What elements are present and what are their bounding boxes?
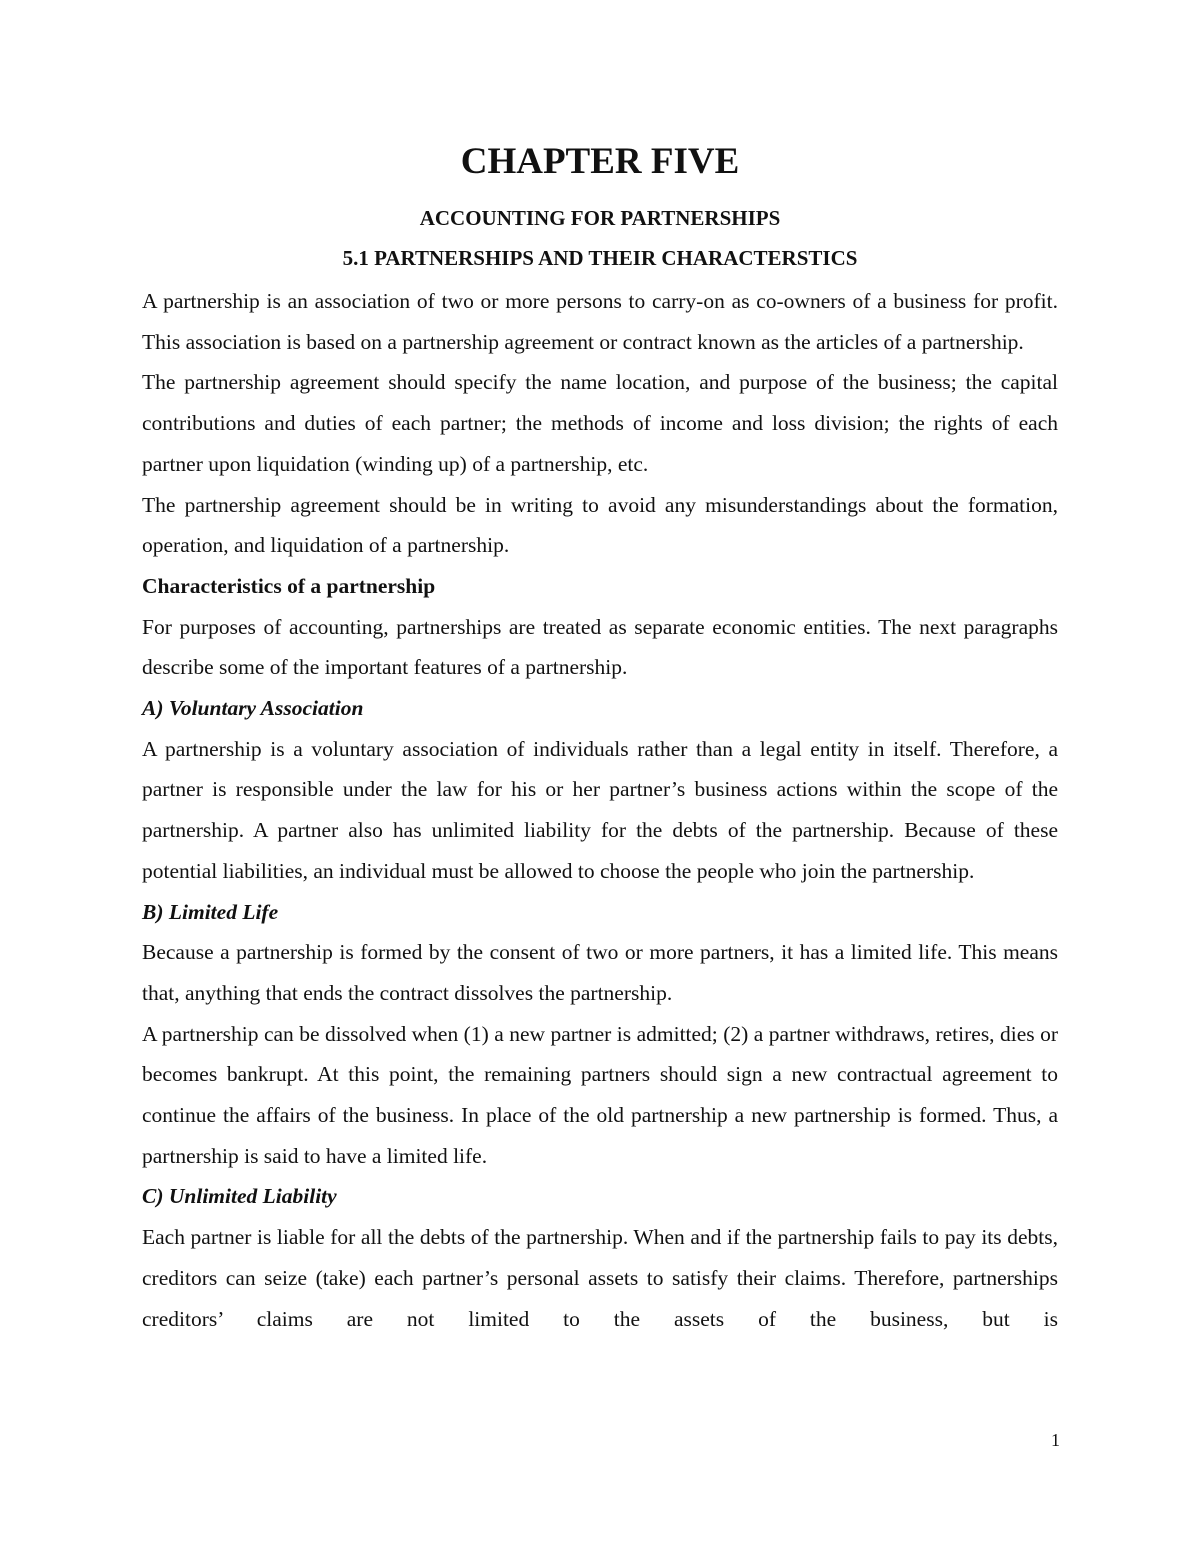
chapter-title: CHAPTER FIVE bbox=[460, 141, 740, 182]
paragraph-limited-life: Because a partnership is formed by the consent of two or more partners, it has a limited life. This means that, anything that ends the contract dissolves the partnership. bbox=[142, 940, 1058, 1005]
paragraph-agreement-writing: The partnership agreement should be in writing to avoid any misunderstandings about the formation, operation, and liquidation of a partnership. bbox=[142, 492, 1058, 558]
paragraph-dissolution: A partnership can be dissolved when (1) a new partner is admitted; (2) a partner withdraws, retires, dies or becomes bankrupt. At this point, the remaining partners should sign a new contractual agreement to continue the affairs of the business. In place of the old partnership a new partnership is formed. Thus, a partnership is said to have a limited life. bbox=[142, 1021, 1058, 1168]
chapter-subtitle: ACCOUNTING FOR PARTNERSHIPS bbox=[419, 206, 781, 230]
heading-voluntary-association: A) Voluntary Association bbox=[142, 696, 364, 721]
page-number: 1 bbox=[1051, 1430, 1060, 1450]
heading-characteristics: Characteristics of a partnership bbox=[142, 573, 436, 598]
section-title: 5.1 PARTNERSHIPS AND THEIR CHARACTERSTICS bbox=[342, 246, 858, 270]
paragraph-voluntary-association: A partnership is a voluntary association of individuals rather than a legal entity in itself. Therefore, a partner is responsible under the law for his or her partner’s business actions within the scope of the partnership. A partner also has unlimited liability for the debts of the partnership. Because of these potential liabilities, an individual must be allowed to choose the people who join the partnership. bbox=[142, 736, 1058, 883]
paragraph-agreement-contents: The partnership agreement should specify the name location, and purpose of the business; the capital contributions and duties of each partner; the methods of income and loss division; the rights of each partner upon liquidation (winding up) of a partnership, etc. bbox=[142, 370, 1058, 476]
body-text bbox=[142, 281, 1058, 1339]
heading-unlimited-liability: C) Unlimited Liability bbox=[142, 1184, 337, 1209]
paragraph-unlimited-liability: Each partner is liable for all the debts of the partnership. When and if the partnership fails to pay its debts, creditors can seize (take) each partner’s personal assets to satisfy their claims. Therefore, partnerships creditors’ claims are not limited to the assets of the business, but is bbox=[142, 1225, 1058, 1331]
heading-limited-life: B) Limited Life bbox=[142, 899, 279, 924]
paragraph-characteristics-intro: For purposes of accounting, partnerships are treated as separate economic entities. The next paragraphs describe some of the important features of a partnership. bbox=[142, 614, 1058, 680]
paragraph-definition: A partnership is an association of two or more persons to carry-on as co-owners of a business for profit. This association is based on a partnership agreement or contract known as the articles of a partnership. bbox=[142, 289, 1058, 354]
